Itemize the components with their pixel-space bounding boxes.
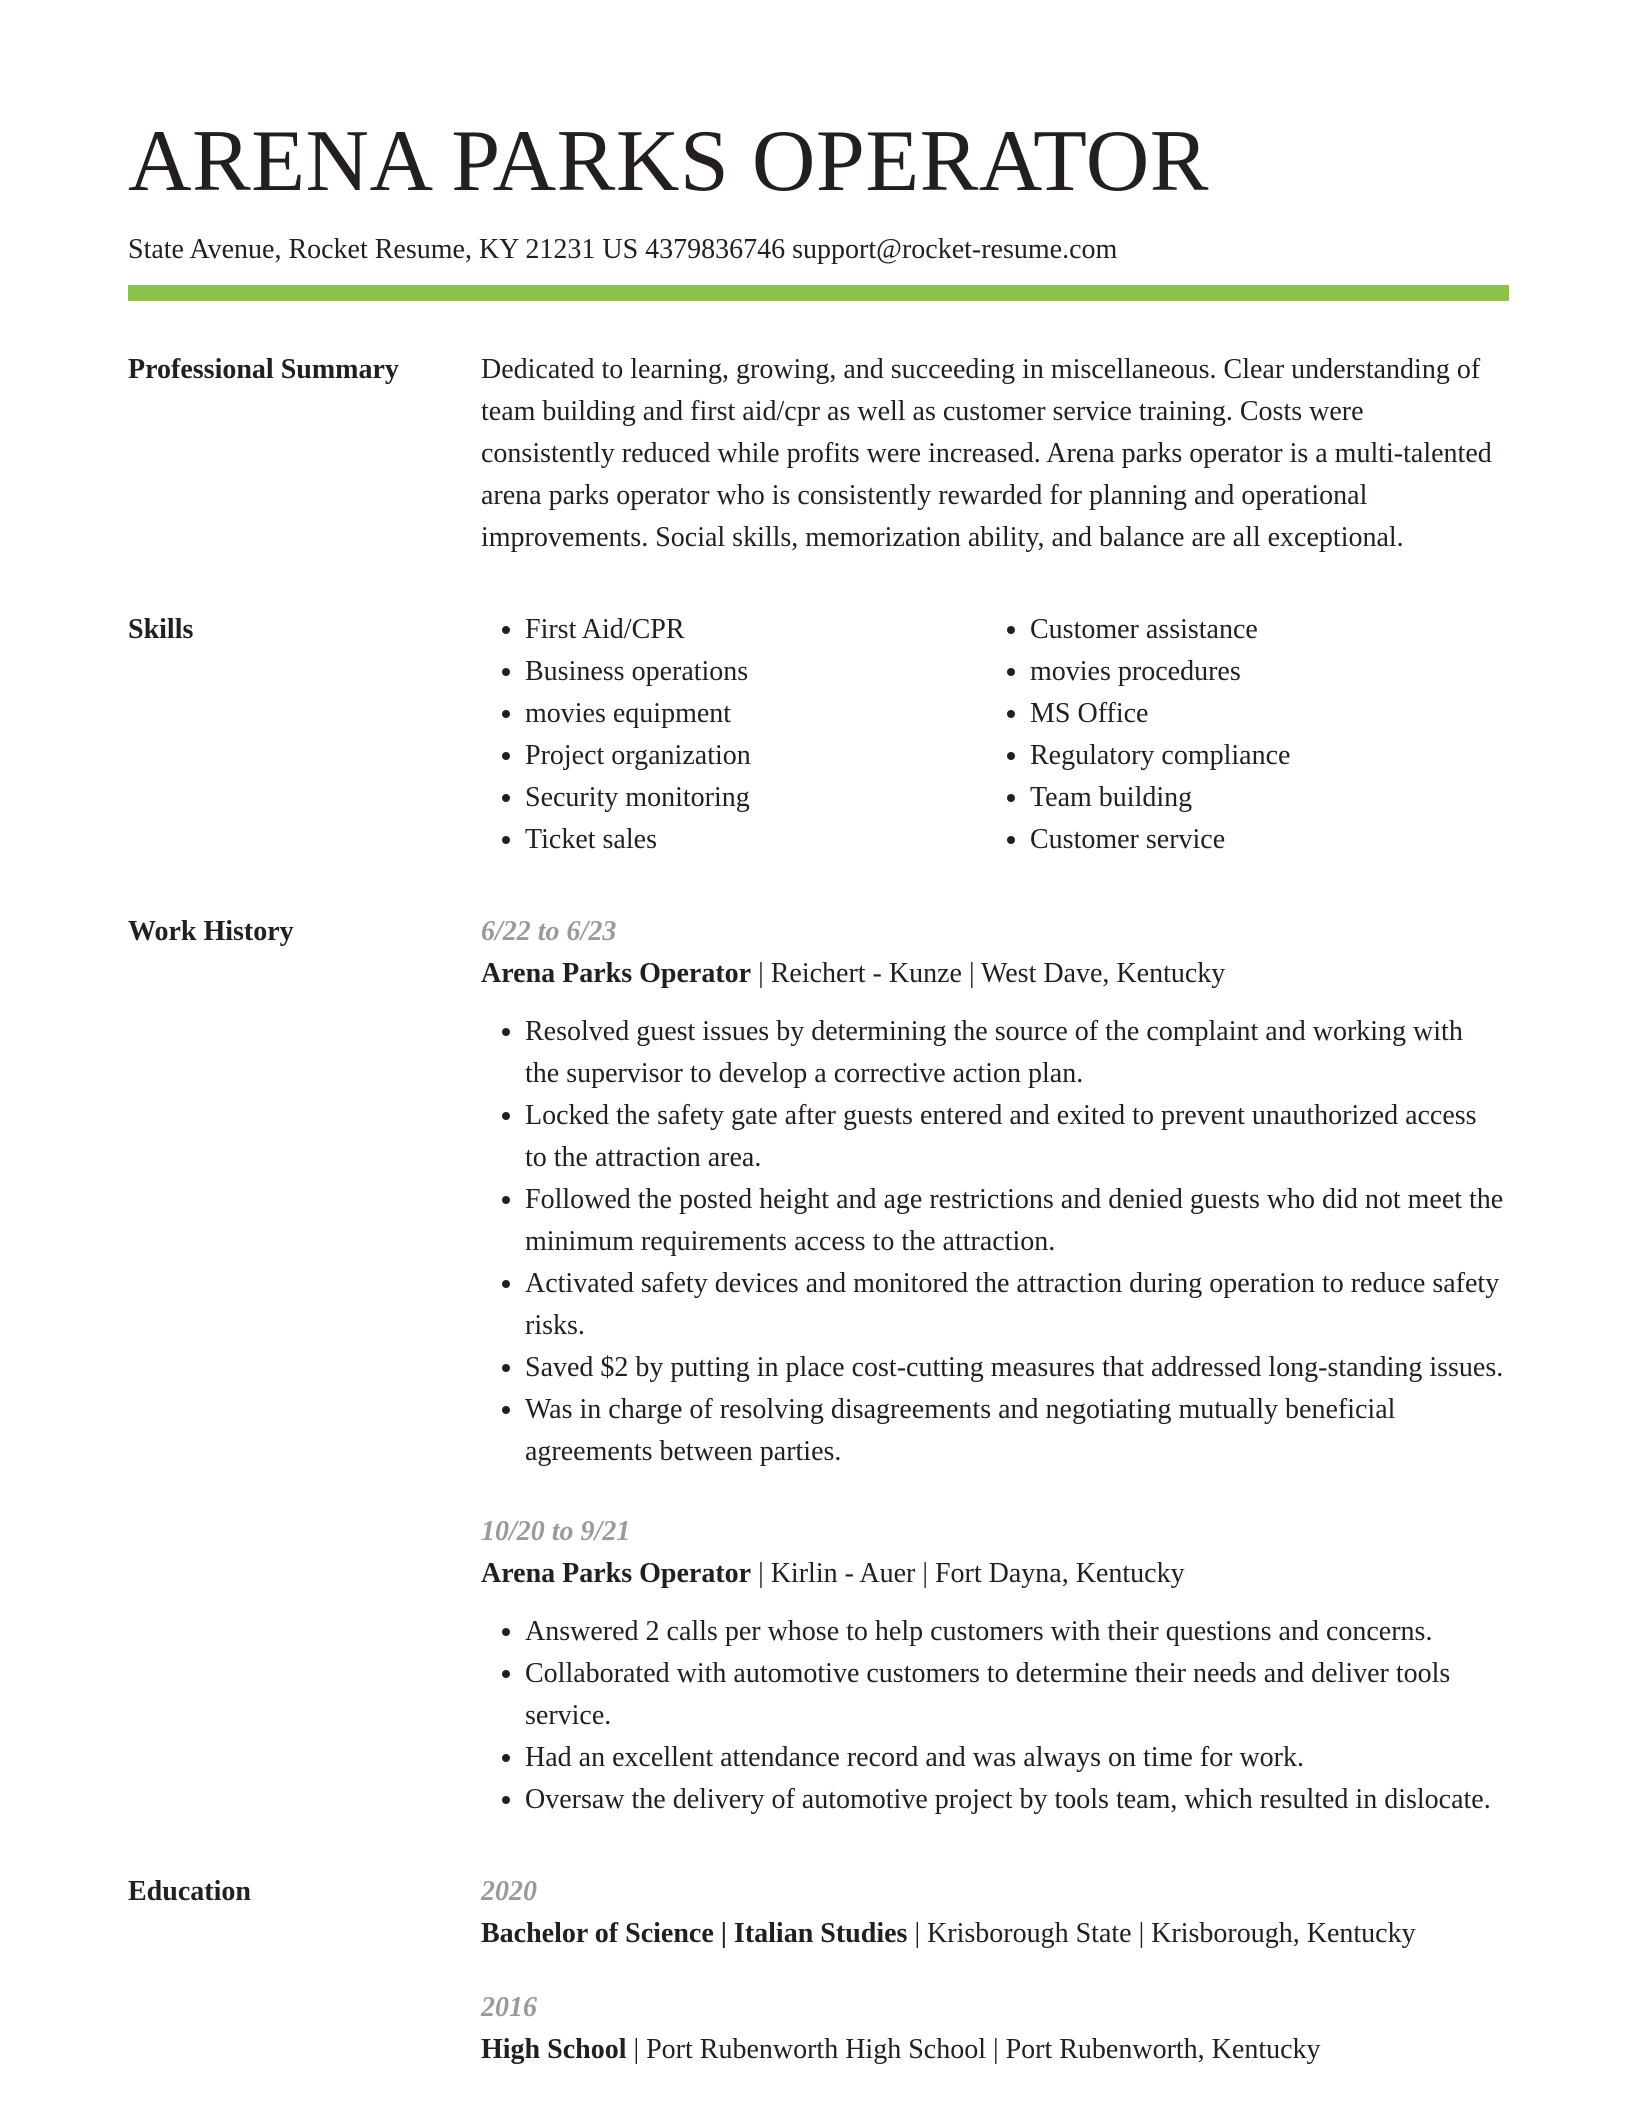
education-details: | Port Rubenworth High School | Port Rubenworth, Kentucky [626,2034,1321,2066]
skills-list-right [986,609,1506,861]
education-degree: Bachelor of Science | Italian Studies [481,1918,908,1950]
skills-section [128,609,1504,861]
job-heading [481,953,1504,995]
skill-item: • movies equipment [525,693,986,735]
job-bullet: • Collaborated with automotive customers to determine their needs and deliver tools service. [525,1653,1504,1737]
education-heading-line [481,2029,1504,2071]
job-bullet: • Saved $2 by putting in place cost-cutting measures that addressed long-standing issues. [525,1347,1504,1389]
work-history-heading: Work History [128,916,294,948]
job-title: Arena Parks Operator [481,1558,752,1590]
skill-item: • Security monitoring [525,777,986,819]
candidate-name: ARENA PARKS OPERATOR [128,113,1209,210]
job-bullet: • Answered 2 calls per whose to help customers with their questions and concerns. [525,1611,1504,1653]
job-bullet: • Had an excellent attendance record and was always on time for work. [525,1737,1504,1779]
education-year: 2020 [481,1876,537,1908]
job-details: | Kirlin - Auer | Fort Dayna, Kentucky [751,1558,1185,1590]
job-dates: 10/20 to 9/21 [481,1516,631,1548]
summary-text: Dedicated to learning, growing, and succeeding in miscellaneous. Clear understanding of team building and first aid/cpr as well as customer service training. Costs were consistently reduced while profits were increased. Arena parks operator is a multi-talented arena parks operator who is consistently rewarded for planning and operational improvements. Social skills, memorization ability, and balance are all exceptional. [481,354,1492,554]
education-entry [481,1871,1504,1955]
job-bullets [481,1611,1504,1821]
skill-item: • Customer service [1030,819,1506,861]
skill-item: • movies procedures [1030,651,1506,693]
job-bullets [481,1011,1504,1473]
skill-item: • Project organization [525,735,986,777]
job-bullet: • Followed the posted height and age restrictions and denied guests who did not meet the minimum requirements access to the attraction. [525,1179,1504,1263]
skills-heading: Skills [128,614,194,646]
skill-item: • MS Office [1030,693,1506,735]
education-heading: Education [128,1876,251,1908]
header-divider [128,285,1509,301]
skill-item: • Customer assistance [1030,609,1506,651]
education-entry [481,1987,1504,2071]
job-bullet: • Was in charge of resolving disagreements and negotiating mutually beneficial agreements between parties. [525,1389,1504,1473]
skill-item: • Business operations [525,651,986,693]
contact-info: State Avenue, Rocket Resume, KY 21231 US 4379836746 support@rocket-resume.com [128,234,1118,265]
skills-list-left [481,609,986,861]
skill-item: • Team building [1030,777,1506,819]
work-history-section [128,911,1504,1821]
job-dates: 6/22 to 6/23 [481,916,617,948]
job-bullet: • Activated safety devices and monitored the attraction during operation to reduce safety risks. [525,1263,1504,1347]
job-bullet: • Locked the safety gate after guests entered and exited to prevent unauthorized access to the attraction area. [525,1095,1504,1179]
job-heading [481,1553,1504,1595]
skill-item: • Regulatory compliance [1030,735,1506,777]
skill-item: • First Aid/CPR [525,609,986,651]
education-year: 2016 [481,1992,537,2024]
education-details: | Krisborough State | Krisborough, Kentucky [907,1918,1416,1950]
education-heading-line [481,1913,1504,1955]
job-details: | Reichert - Kunze | West Dave, Kentucky [751,958,1226,990]
skill-item: • Ticket sales [525,819,986,861]
education-section [128,1871,1504,2071]
job-bullet: • Oversaw the delivery of automotive project by tools team, which resulted in dislocate. [525,1779,1504,1821]
education-degree: High School [481,2034,627,2066]
job-bullet: • Resolved guest issues by determining the source of the complaint and working with the supervisor to develop a corrective action plan. [525,1011,1504,1095]
summary-section [128,349,1504,559]
job-entry [481,911,1504,1473]
job-entry [481,1511,1504,1821]
summary-heading: Professional Summary [128,354,399,386]
job-title: Arena Parks Operator [481,958,752,990]
